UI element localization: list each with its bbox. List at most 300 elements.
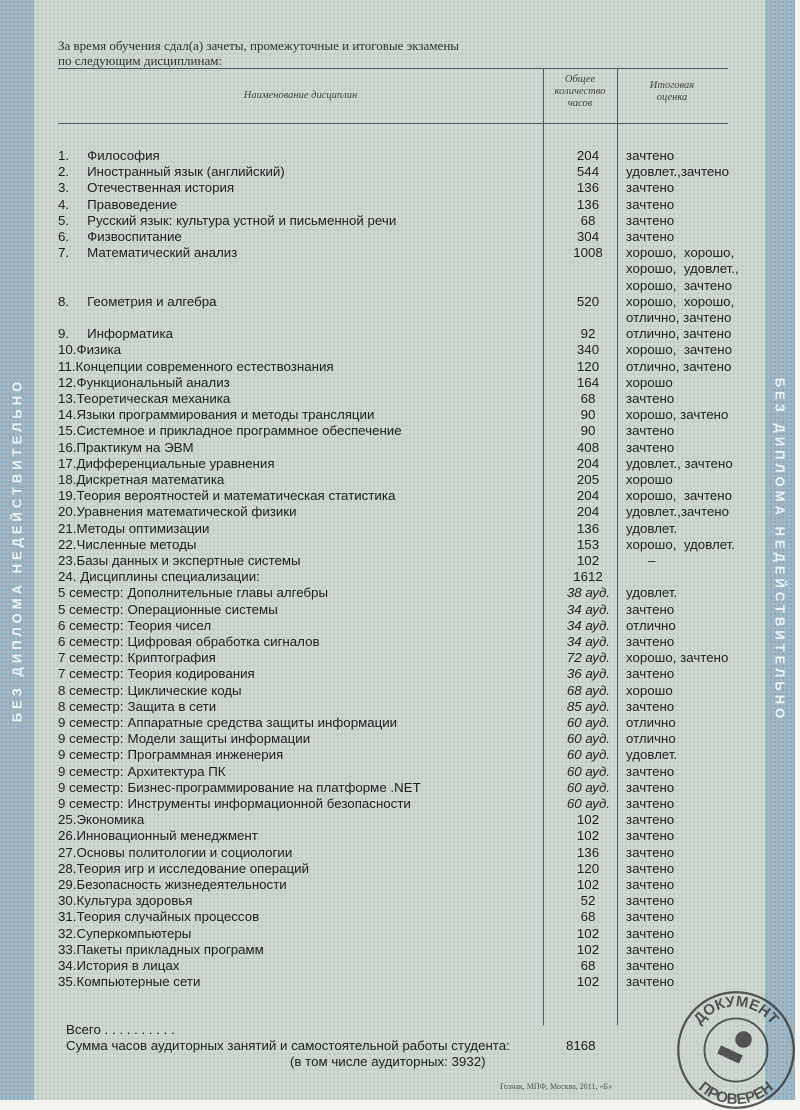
row-number: 8. <box>58 293 70 309</box>
table-row <box>58 974 758 990</box>
grade-line: зачтено <box>626 779 675 795</box>
table-row <box>58 553 758 569</box>
discipline-title: Языки программирования и методы трансляции <box>76 407 375 423</box>
grade-value <box>626 229 674 245</box>
row-number: 7 семестр: <box>58 666 124 682</box>
hours-value: 90 <box>580 407 596 423</box>
discipline-name <box>58 472 224 488</box>
grade-line: зачтено <box>626 634 675 649</box>
row-number: 9 семестр: <box>58 796 124 811</box>
hours-value: 60 ауд. <box>566 763 610 779</box>
grade-value <box>626 926 674 942</box>
hours-value: 102 <box>576 812 600 828</box>
discipline-title: Криптография <box>127 650 216 666</box>
table-row <box>58 812 758 828</box>
grade-line: зачтено <box>626 698 675 714</box>
discipline-name <box>58 569 260 585</box>
table-row <box>58 861 758 877</box>
grade-value <box>626 148 674 164</box>
grade-line: отлично <box>626 731 676 747</box>
verified-stamp <box>676 990 796 1110</box>
svg-text:ПРОВЕРЕН <box>695 1079 776 1109</box>
hours-value: 204 <box>576 455 600 471</box>
discipline-title: Архитектура ПК <box>127 763 226 779</box>
sum-value: 8168 <box>566 1038 596 1053</box>
grade-line: хорошо, хорошо, <box>626 245 735 261</box>
discipline-name <box>58 602 278 618</box>
discipline-name <box>58 909 259 925</box>
discipline-name <box>58 148 160 164</box>
row-number: 9 семестр: <box>58 747 124 763</box>
grade-value <box>626 731 676 747</box>
discipline-title: Инструменты информационной безопасности <box>127 796 411 811</box>
grade-line: – <box>626 553 656 568</box>
discipline-title: Бизнес-программирование на платформе .NET <box>127 779 421 795</box>
grade-line: зачтено <box>626 941 675 957</box>
discipline-title: Инновационный менеджмент <box>76 828 258 844</box>
grade-value <box>626 861 674 877</box>
grade-line: отлично, зачтено <box>626 310 732 325</box>
discipline-name <box>58 618 211 634</box>
discipline-title: Культура здоровья <box>76 893 193 909</box>
table-row <box>58 375 758 391</box>
row-number: 26. <box>58 828 77 844</box>
table-row <box>58 391 758 407</box>
hours-value: 90 <box>580 423 596 439</box>
discipline-name <box>58 180 234 196</box>
discipline-title: Концепции современного естествознания <box>75 358 334 374</box>
table-row <box>58 423 758 439</box>
row-number: 15. <box>58 423 77 439</box>
grade-line: зачтено <box>626 958 675 973</box>
discipline-title: Правоведение <box>87 196 178 212</box>
grade-value <box>626 634 674 650</box>
hours-value: 136 <box>576 196 600 212</box>
hours-value: 120 <box>576 860 600 876</box>
discipline-title: Русский язык: культура устной и письменной речи <box>87 212 397 228</box>
discipline-title: Методы оптимизации <box>76 520 210 536</box>
grade-value <box>626 326 731 342</box>
table-row <box>58 828 758 844</box>
header-line: Общее <box>564 74 596 85</box>
grade-value <box>626 828 674 844</box>
hours-value: 102 <box>576 553 600 568</box>
discipline-name <box>58 407 374 423</box>
row-number: 19. <box>58 488 77 504</box>
discipline-name <box>58 877 287 893</box>
discipline-title: Базы данных и экспертные системы <box>76 553 301 568</box>
discipline-title: История в лицах <box>76 958 180 973</box>
hours-value: 68 <box>580 909 596 925</box>
header-bottom-border <box>58 123 728 124</box>
grade-value <box>626 877 674 893</box>
table-row <box>58 585 758 601</box>
discipline-title: Теория чисел <box>127 617 212 633</box>
discipline-name <box>58 942 264 958</box>
row-number: 5 семестр: <box>58 601 124 617</box>
discipline-name <box>58 650 216 666</box>
discipline-name <box>58 747 283 763</box>
grade-value <box>626 488 732 504</box>
discipline-title: Цифровая обработка сигналов <box>127 634 320 649</box>
hours-value: 102 <box>576 974 600 990</box>
hours-value: 136 <box>576 180 600 196</box>
hours-value: 72 ауд. <box>566 650 610 666</box>
row-number: 29. <box>58 877 77 892</box>
table-row <box>58 440 758 456</box>
discipline-title: Суперкомпьютеры <box>76 925 192 941</box>
discipline-name <box>58 699 216 715</box>
grade-value <box>626 796 674 812</box>
table-row <box>58 683 758 699</box>
table-row <box>58 521 758 537</box>
row-number: 18. <box>58 472 77 487</box>
discipline-title: Теория вероятностей и математическая статистика <box>76 488 396 504</box>
hours-value: 1008 <box>573 245 603 261</box>
row-number: 12. <box>58 374 77 390</box>
hours-value: 34 ауд. <box>566 617 610 633</box>
discipline-name <box>58 391 230 407</box>
discipline-name <box>58 213 396 229</box>
discipline-title: Операционные системы <box>127 601 278 617</box>
sum-label: Сумма часов аудиторных занятий и самостоятельной работы студента: <box>66 1038 510 1053</box>
grade-value <box>626 812 674 828</box>
discipline-name <box>58 974 200 990</box>
grade-line: отлично, зачтено <box>626 358 732 374</box>
grade-line: хорошо, удовлет., <box>626 261 739 277</box>
table-row <box>58 326 758 342</box>
intro-line: по следующим дисциплинам: <box>58 53 223 68</box>
grade-value <box>626 553 656 569</box>
discipline-title: Модели защиты информации <box>127 731 311 747</box>
grade-line: зачтено <box>626 423 675 439</box>
table-row <box>58 634 758 650</box>
hours-value: 68 <box>580 212 596 228</box>
row-number: 34. <box>58 958 77 973</box>
header-name: Наименование дисциплин <box>243 90 358 101</box>
discipline-title: Основы политологии и социологии <box>76 844 293 860</box>
grade-value <box>626 893 674 909</box>
hours-value: 153 <box>576 536 600 552</box>
grade-line: зачтено <box>626 909 675 925</box>
row-number: 10. <box>58 342 77 358</box>
hours-value: 60 ауд. <box>566 715 610 730</box>
grade-line: хорошо <box>626 472 673 487</box>
discipline-name <box>58 893 192 909</box>
grade-value <box>626 504 729 520</box>
grade-value <box>626 602 674 618</box>
grade-line: удовлет. <box>626 585 678 601</box>
discipline-name <box>58 845 292 861</box>
hours-value: 340 <box>576 342 600 358</box>
discipline-title: Численные методы <box>76 536 197 552</box>
discipline-title: Теория кодирования <box>127 666 255 682</box>
hours-value: 204 <box>576 148 600 163</box>
row-number: 4. <box>58 196 70 212</box>
grade-line: зачтено <box>626 229 675 244</box>
grade-line: зачтено <box>626 180 675 196</box>
discipline-title: Геометрия и алгебра <box>87 293 217 309</box>
grade-value <box>626 958 674 974</box>
discipline-name <box>58 229 182 245</box>
grade-line: зачтено <box>626 974 675 990</box>
grade-line: зачтено <box>626 212 675 228</box>
table-row <box>58 942 758 958</box>
security-strip-left <box>0 0 34 1100</box>
row-number: 2. <box>58 164 70 180</box>
discipline-title: Системное и прикладное программное обеспечение <box>76 423 402 439</box>
table-row <box>58 926 758 942</box>
discipline-title: Экономика <box>76 812 145 828</box>
row-number: 14. <box>58 407 77 423</box>
hours-value: 68 ауд. <box>566 682 610 698</box>
header-line: количество <box>554 86 606 97</box>
table-row <box>58 456 758 472</box>
table-row <box>58 764 758 780</box>
discipline-name <box>58 537 196 553</box>
discipline-title: Теория случайных процессов <box>76 909 260 925</box>
discipline-title: Защита в сети <box>127 698 217 714</box>
grade-line: хорошо, зачтено <box>626 650 729 666</box>
table-row <box>58 245 758 294</box>
grade-line: зачтено <box>626 439 675 455</box>
grade-line: отлично <box>626 715 676 730</box>
side-text: БЕЗ ДИПЛОМА НЕДЕЙСТВИТЕЛЬНО <box>772 377 788 723</box>
table-row <box>58 569 758 585</box>
grade-value <box>626 974 674 990</box>
intro-line: За время обучения сдал(а) зачеты, промежуточные и итоговые экзамены <box>58 38 460 53</box>
printer-imprint: Гознак, МПФ, Москва, 2011, «Б» <box>500 1082 613 1091</box>
hours-value: 304 <box>576 229 600 244</box>
grade-line: удовлет. <box>626 520 678 536</box>
grade-line: удовлет., зачтено <box>626 455 733 471</box>
grade-value <box>626 423 674 439</box>
grade-line: зачтено <box>626 877 675 892</box>
grade-value <box>626 197 674 213</box>
table-row <box>58 164 758 180</box>
table-row <box>58 780 758 796</box>
grade-value <box>626 164 729 180</box>
hours-value: 60 ауд. <box>566 779 610 795</box>
row-number: 7 семестр: <box>58 650 124 666</box>
table-row <box>58 731 758 747</box>
table-row <box>58 197 758 213</box>
grade-line: хорошо, удовлет. <box>626 536 735 552</box>
grade-value <box>626 764 674 780</box>
grade-line: зачтено <box>626 601 675 617</box>
grade-value <box>626 618 676 634</box>
table-row <box>58 294 758 326</box>
grade-line: зачтено <box>626 828 675 844</box>
table-row <box>58 699 758 715</box>
grade-line: зачтено <box>626 925 675 941</box>
table-row <box>58 602 758 618</box>
discipline-title: Философия <box>87 148 160 163</box>
grade-value <box>626 699 674 715</box>
grade-value <box>626 213 674 229</box>
discipline-title: Иностранный язык (английский) <box>87 164 285 180</box>
row-number: 16. <box>58 439 77 455</box>
grade-line: отлично <box>626 617 676 633</box>
discipline-name <box>58 812 144 828</box>
grade-value <box>626 472 673 488</box>
row-number: 13. <box>58 391 77 406</box>
grade-value <box>626 180 674 196</box>
grade-value <box>626 375 673 391</box>
stamp-top-text: ДОКУМЕНТ <box>690 993 782 1028</box>
grade-line: зачтено <box>626 844 675 860</box>
hours-value: 92 <box>580 326 596 342</box>
discipline-name <box>58 780 421 796</box>
table-row <box>58 504 758 520</box>
discipline-name <box>58 521 209 537</box>
discipline-name <box>58 585 328 601</box>
hours-value: 120 <box>576 358 600 374</box>
grade-value <box>626 407 728 423</box>
row-number: 8 семестр: <box>58 682 124 698</box>
security-strip-right <box>765 0 795 1100</box>
table-row <box>58 650 758 666</box>
hours-value: 102 <box>576 828 600 844</box>
discipline-title: Дискретная математика <box>76 472 225 487</box>
discipline-name <box>58 634 320 650</box>
table-row <box>58 213 758 229</box>
grade-value <box>626 294 734 326</box>
grade-value <box>626 942 674 958</box>
grade-line: зачтено <box>626 893 675 909</box>
discipline-name <box>58 861 309 877</box>
discipline-name <box>58 359 334 375</box>
row-number: 23. <box>58 553 77 568</box>
row-number: 1. <box>58 148 70 163</box>
table-row <box>58 359 758 375</box>
hours-value: 52 <box>580 893 596 909</box>
header-line: оценка <box>656 92 688 103</box>
grade-line: зачтено <box>626 763 675 779</box>
row-number: 6. <box>58 229 70 244</box>
discipline-name <box>58 796 411 812</box>
table-row <box>58 796 758 812</box>
table-row <box>58 618 758 634</box>
row-number: 20. <box>58 504 77 520</box>
grade-value <box>626 585 677 601</box>
hours-value: 60 ауд. <box>566 747 610 763</box>
discipline-name <box>58 764 226 780</box>
grade-line: хорошо <box>626 374 673 390</box>
discipline-title: Компьютерные сети <box>76 974 201 990</box>
row-number: 9. <box>58 326 70 342</box>
row-number: 8 семестр: <box>58 698 124 714</box>
grade-line: хорошо, зачтено <box>626 488 733 504</box>
hours-value: 102 <box>576 925 600 941</box>
grade-value <box>626 342 732 358</box>
discipline-title: Практикум на ЭВМ <box>76 439 194 455</box>
row-number: 9 семестр: <box>58 715 124 730</box>
grade-value <box>626 440 674 456</box>
hours-value: 85 ауд. <box>566 698 610 714</box>
grade-line: хорошо, хорошо, <box>626 293 735 309</box>
discipline-title: Программная инженерия <box>127 747 284 763</box>
table-row <box>58 715 758 731</box>
discipline-title: Циклические коды <box>127 682 242 698</box>
table-row <box>58 958 758 974</box>
row-number: 6 семестр: <box>58 634 124 649</box>
grade-value <box>626 359 731 375</box>
hours-value: 544 <box>576 164 600 180</box>
grade-line: хорошо, зачтено <box>626 407 729 423</box>
row-number: 6 семестр: <box>58 617 124 633</box>
grade-value <box>626 909 674 925</box>
grade-line: хорошо, зачтено <box>626 277 733 293</box>
hours-value: 520 <box>576 293 600 309</box>
discipline-name <box>58 828 258 844</box>
row-number: 9 семестр: <box>58 731 124 747</box>
discipline-name <box>58 926 191 942</box>
hours-value: 408 <box>576 439 600 455</box>
discipline-name <box>58 326 173 342</box>
svg-text:ДОКУМЕНТ <box>690 993 781 1028</box>
hours-value: 60 ауд. <box>566 731 610 747</box>
table-row <box>58 407 758 423</box>
side-text: БЕЗ ДИПЛОМА НЕДЕЙСТВИТЕЛЬНО <box>9 377 25 723</box>
hours-value: 136 <box>576 520 600 536</box>
row-number: 35. <box>58 974 77 990</box>
header-line: часов <box>567 98 593 109</box>
hours-value: 68 <box>580 391 596 406</box>
grade-line: зачтено <box>626 391 675 406</box>
grade-value <box>626 715 676 731</box>
row-number: 7. <box>58 245 70 261</box>
grade-value <box>626 391 674 407</box>
row-number: 9 семестр: <box>58 763 124 779</box>
grade-line: удовлет. <box>626 747 678 763</box>
row-number: 3. <box>58 180 70 196</box>
grade-line: зачтено <box>626 666 675 682</box>
grade-line: зачтено <box>626 796 675 811</box>
hours-value: 34 ауд. <box>566 634 610 649</box>
hours-value: 102 <box>576 877 600 892</box>
grade-value <box>626 780 674 796</box>
row-number: 5 семестр: <box>58 585 124 601</box>
stamp-bottom-text: ПРОВЕРЕН <box>695 1078 777 1109</box>
discipline-name <box>58 245 237 261</box>
discipline-title: Теория игр и исследование операций <box>76 860 310 876</box>
table-row <box>58 342 758 358</box>
grade-value <box>626 650 728 666</box>
discipline-title: Дисциплины специализации: <box>76 569 260 585</box>
grade-value <box>626 747 677 763</box>
grade-value <box>626 845 674 861</box>
row-number: 33. <box>58 941 77 957</box>
discipline-title: Теоретическая механика <box>76 391 231 406</box>
discipline-title: Безопасность жизнедеятельности <box>76 877 287 892</box>
table-row <box>58 845 758 861</box>
row-number: 30. <box>58 893 77 909</box>
discipline-name <box>58 294 217 310</box>
discipline-name <box>58 456 275 472</box>
header-line: Итоговая <box>649 80 695 91</box>
row-number: 9 семестр: <box>58 779 124 795</box>
table-row <box>58 180 758 196</box>
row-number: 32. <box>58 925 77 941</box>
intro-text <box>58 38 459 68</box>
auditory-note: (в том числе аудиторных: 3932) <box>290 1054 486 1069</box>
table-row <box>58 747 758 763</box>
row-number: 27. <box>58 844 77 860</box>
discipline-title: Отечественная история <box>87 180 235 196</box>
hours-value: 34 ауд. <box>566 601 610 617</box>
hours-value: 68 <box>580 958 596 973</box>
